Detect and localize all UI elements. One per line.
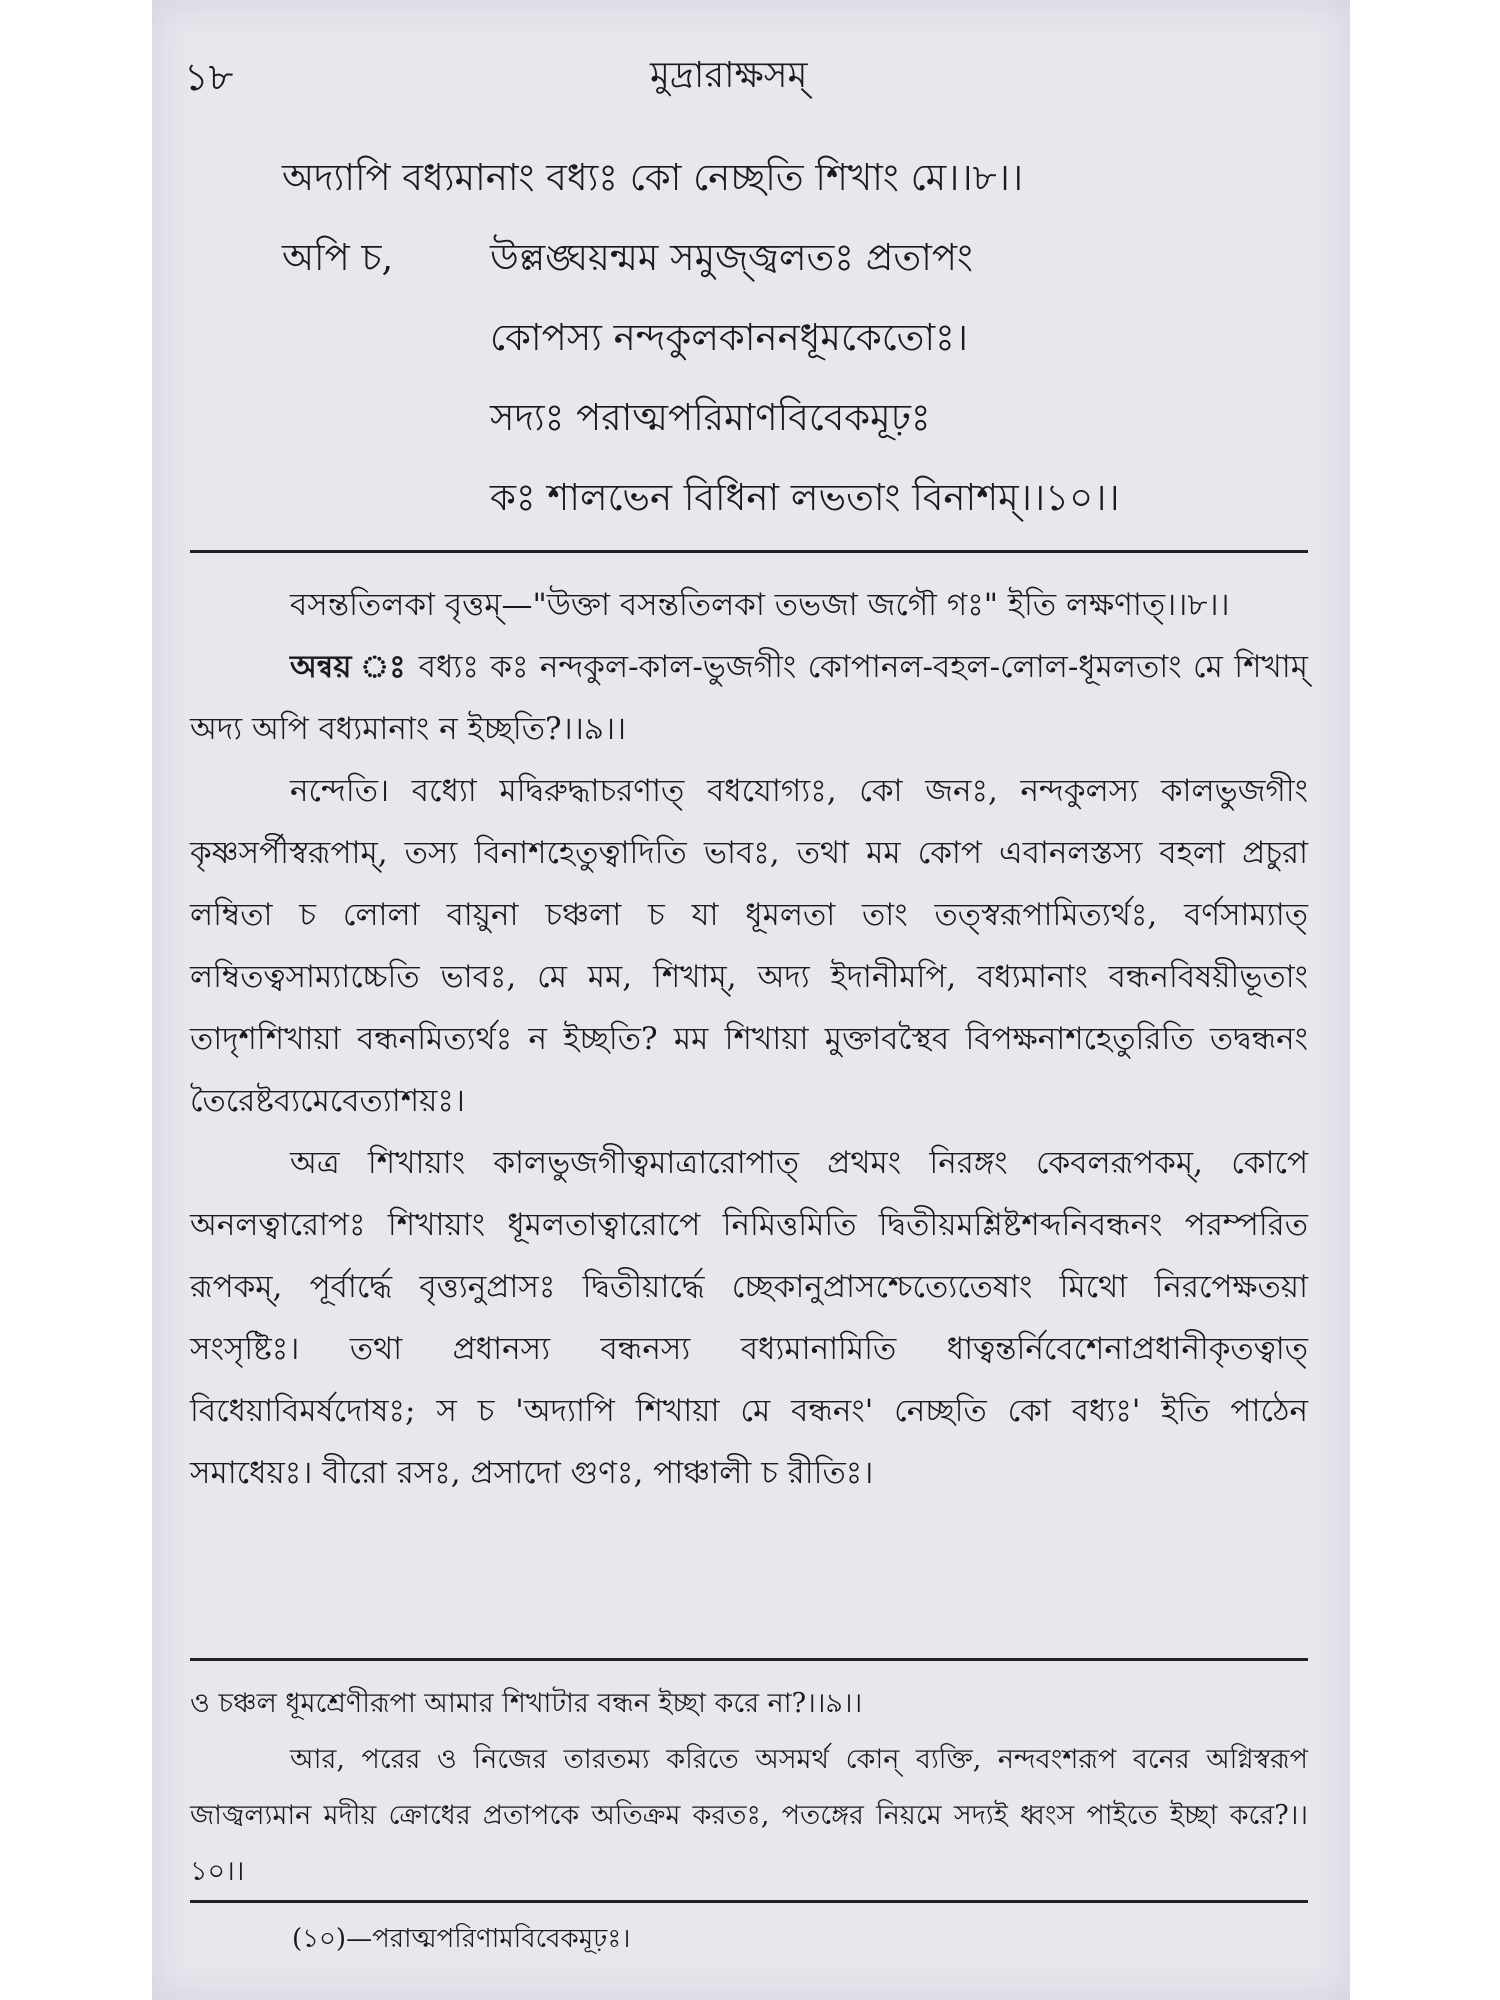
- translation-paragraph: আর, পরের ও নিজের তারতম্য করিতে অসমর্থ কোন্ ব্যক্তি, নন্দবংশরূপ বনের অগ্নিস্বরূপ জাজ্বল্যমান মদীয় ক্রোধের প্রতাপকে অতিক্রম করতঃ, পতঙ্গের নিয়মে সদ্যই ধ্বংস পাইতে ইচ্ছা করে?।।১০।।: [190, 1744, 1308, 1887]
- verse-line-1: অদ্যাপি বধ্যমানাং বধ্যঃ কো নেচ্ছতি শিখাং মে।।৮।।: [282, 156, 1024, 199]
- verse-api-cha: অপি চ,: [282, 236, 394, 279]
- divider-rule: [190, 1900, 1308, 1903]
- footnote: (১০)—পরাত্মপরিণামবিবেকমূঢ়ঃ।: [292, 1924, 631, 1954]
- verse-line-3: কোপস্য নন্দকুলকাননধূমকেতোঃ।: [490, 316, 969, 359]
- verse-line-5: কঃ শালভেন বিধিনা লভতাং বিনাশম্।।১০।।: [490, 476, 1120, 519]
- metre-note: বসন্ততিলকা বৃত্তম্—"উক্তা বসন্ততিলকা তভজা জগৌ গঃ" ইতি লক্ষণাত্।।৮।।: [290, 587, 1230, 623]
- verse-line-4: সদ্যঃ পরাত্মপরিমাণবিবেকমূঢ়ঃ: [490, 396, 931, 439]
- commentary-block: [190, 574, 1308, 1504]
- anvaya-paragraph: [190, 636, 1308, 760]
- translation-block: [190, 1676, 1308, 1900]
- anvaya-text: বধ্যঃ কঃ নন্দকুল-কাল-ভুজগীং কোপানল-বহল-লোল-ধূমলতাং মে শিখাম্ অদ্য অপি বধ্যমানাং ন ইচ্ছতি?।।৯।।: [190, 649, 1308, 747]
- verse-line-2: উল্লঙ্ঘয়ন্মম সমুজ্জ্বলতঃ প্রতাপং: [490, 236, 973, 279]
- commentary-paragraph-2: অত্র শিখায়াং কালভুজগীত্বমাত্রারোপাত্ প্রথমং নিরঙ্গং কেবলরূপকম্, কোপে অনলত্বারোপঃ শিখায়াং ধূমলতাত্বারোপে নিমিত্তমিতি দ্বিতীয়মশ্লিষ্টশব্দনিবন্ধনং পরম্পরিত রূপকম্, পূর্বার্দ্ধে বৃত্ত্যনুপ্রাসঃ দ্বিতীয়ার্দ্ধে চ্ছেকানুপ্রাসশ্চেত্যেতেষাং মিথো নিরপেক্ষতয়া সংসৃষ্টিঃ। তথা প্রধানস্য বন্ধনস্য বধ্যমানামিতি ধাত্বন্তর্নিবেশেনাপ্রধানীকৃতত্বাত্ বিধেয়াবিমর্ষদোষঃ; স চ 'অদ্যাপি শিখায়া মে বন্ধনং' নেচ্ছতি কো বধ্যঃ' ইতি পাঠেন সমাধেয়ঃ। বীরো রসঃ, প্রসাদো গুণঃ, পাঞ্চালী চ রীতিঃ।: [190, 1145, 1308, 1491]
- divider-rule: [190, 550, 1308, 553]
- running-title: মুদ্রারাক্ষসম্: [650, 55, 808, 96]
- divider-rule: [190, 1658, 1308, 1661]
- translation-line: ও চঞ্চল ধূমশ্রেণীরূপা আমার শিখাটার বন্ধন ইচ্ছা করে না?।।৯।।: [190, 1688, 863, 1719]
- anvaya-label: অন্বয় ঃ: [290, 649, 408, 685]
- page-number: ১৮: [184, 55, 234, 99]
- commentary-paragraph: নন্দেতি। বধ্যো মদ্বিরুদ্ধাচরণাত্ বধযোগ্যঃ, কো জনঃ, নন্দকুলস্য কালভুজগীং কৃষ্ণসর্পীস্বরূপাম্, তস্য বিনাশহেতুত্বাদিতি ভাবঃ, তথা মম কোপ এবানলস্তস্য বহলা প্রচুরা লম্বিতা চ লোলা বায়ুনা চঞ্চলা চ যা ধূমলতা তাং তত্স্বরূপামিত্যর্থঃ, বর্ণসাম্যাত্ লম্বিতত্বসাম্যাচ্চেতি ভাবঃ, মে মম, শিখাম্, অদ্য ইদানীমপি, বধ্যমানাং বন্ধনবিষয়ীভূতাং তাদৃশশিখায়া বন্ধনমিত্যর্থঃ ন ইচ্ছতি? মম শিখায়া মুক্তাবস্থৈব বিপক্ষনাশহেতুরিতি তদ্বন্ধনং তৈরেষ্টব্যমেবেত্যাশয়ঃ।: [190, 773, 1308, 1119]
